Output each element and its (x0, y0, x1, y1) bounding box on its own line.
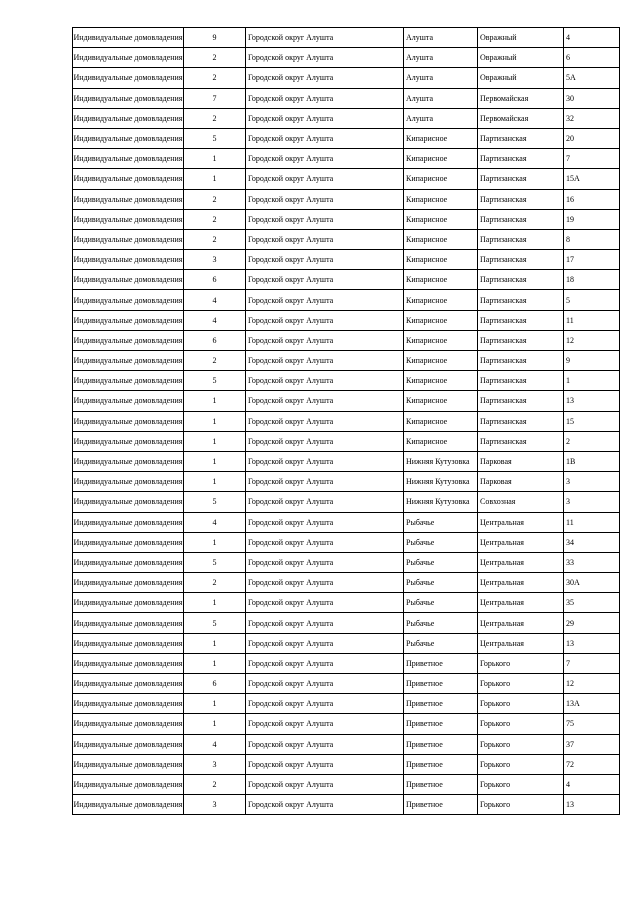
cell-house-number: 33 (564, 552, 620, 572)
cell-house-number: 29 (564, 613, 620, 633)
cell-house-number: 15А (564, 169, 620, 189)
cell-count: 1 (184, 411, 246, 431)
cell-locality: Приветное (404, 653, 478, 673)
cell-building-type: Индивидуальные домовладения (73, 512, 184, 532)
cell-district: Городской округ Алушта (246, 653, 404, 673)
cell-count: 9 (184, 28, 246, 48)
cell-count: 1 (184, 149, 246, 169)
cell-house-number: 19 (564, 209, 620, 229)
cell-building-type: Индивидуальные домовладения (73, 774, 184, 794)
cell-street: Партизанская (478, 371, 564, 391)
cell-house-number: 16 (564, 189, 620, 209)
cell-district: Городской округ Алушта (246, 351, 404, 371)
cell-district: Городской округ Алушта (246, 613, 404, 633)
cell-street: Горького (478, 795, 564, 815)
cell-locality: Кипарисное (404, 270, 478, 290)
cell-building-type: Индивидуальные домовладения (73, 694, 184, 714)
table-row (73, 512, 620, 532)
cell-street: Парковая (478, 472, 564, 492)
cell-locality: Алушта (404, 48, 478, 68)
cell-locality: Приветное (404, 714, 478, 734)
cell-street: Партизанская (478, 169, 564, 189)
cell-count: 5 (184, 371, 246, 391)
cell-count: 1 (184, 694, 246, 714)
cell-house-number: 37 (564, 734, 620, 754)
cell-district: Городской округ Алушта (246, 250, 404, 270)
cell-count: 2 (184, 351, 246, 371)
table-row (73, 714, 620, 734)
cell-locality: Кипарисное (404, 149, 478, 169)
cell-street: Партизанская (478, 229, 564, 249)
cell-district: Городской округ Алушта (246, 552, 404, 572)
table-row (73, 431, 620, 451)
cell-house-number: 12 (564, 330, 620, 350)
cell-house-number: 9 (564, 351, 620, 371)
cell-count: 1 (184, 472, 246, 492)
cell-district: Городской округ Алушта (246, 229, 404, 249)
cell-building-type: Индивидуальные домовладения (73, 734, 184, 754)
cell-house-number: 15 (564, 411, 620, 431)
cell-house-number: 17 (564, 250, 620, 270)
cell-district: Городской округ Алушта (246, 512, 404, 532)
cell-district: Городской округ Алушта (246, 290, 404, 310)
cell-locality: Алушта (404, 28, 478, 48)
cell-locality: Алушта (404, 108, 478, 128)
cell-count: 1 (184, 451, 246, 471)
table-row (73, 310, 620, 330)
cell-locality: Приветное (404, 774, 478, 794)
cell-street: Центральная (478, 593, 564, 613)
cell-district: Городской округ Алушта (246, 573, 404, 593)
cell-street: Горького (478, 774, 564, 794)
cell-building-type: Индивидуальные домовладения (73, 250, 184, 270)
cell-count: 4 (184, 512, 246, 532)
cell-district: Городской округ Алушта (246, 209, 404, 229)
cell-house-number: 7 (564, 653, 620, 673)
cell-count: 6 (184, 674, 246, 694)
table-row (73, 472, 620, 492)
cell-district: Городской округ Алушта (246, 532, 404, 552)
cell-district: Городской округ Алушта (246, 371, 404, 391)
cell-street: Первомайская (478, 108, 564, 128)
table-row (73, 250, 620, 270)
cell-count: 2 (184, 573, 246, 593)
cell-building-type: Индивидуальные домовладения (73, 149, 184, 169)
cell-house-number: 6 (564, 48, 620, 68)
cell-building-type: Индивидуальные домовладения (73, 371, 184, 391)
cell-district: Городской округ Алушта (246, 88, 404, 108)
cell-building-type: Индивидуальные домовладения (73, 209, 184, 229)
cell-district: Городской округ Алушта (246, 694, 404, 714)
cell-district: Городской округ Алушта (246, 149, 404, 169)
cell-building-type: Индивидуальные домовладения (73, 88, 184, 108)
cell-locality: Алушта (404, 68, 478, 88)
cell-building-type: Индивидуальные домовладения (73, 593, 184, 613)
cell-street: Центральная (478, 573, 564, 593)
cell-district: Городской округ Алушта (246, 633, 404, 653)
table-row (73, 653, 620, 673)
cell-locality: Кипарисное (404, 209, 478, 229)
cell-street: Партизанская (478, 189, 564, 209)
cell-building-type: Индивидуальные домовладения (73, 674, 184, 694)
cell-count: 2 (184, 189, 246, 209)
cell-locality: Приветное (404, 694, 478, 714)
cell-locality: Кипарисное (404, 391, 478, 411)
table-row (73, 451, 620, 471)
cell-district: Городской округ Алушта (246, 734, 404, 754)
cell-district: Городской округ Алушта (246, 128, 404, 148)
cell-building-type: Индивидуальные домовладения (73, 451, 184, 471)
cell-locality: Приветное (404, 754, 478, 774)
cell-count: 5 (184, 552, 246, 572)
cell-count: 1 (184, 593, 246, 613)
cell-district: Городской округ Алушта (246, 330, 404, 350)
cell-street: Горького (478, 754, 564, 774)
cell-house-number: 11 (564, 310, 620, 330)
cell-count: 3 (184, 795, 246, 815)
cell-building-type: Индивидуальные домовладения (73, 532, 184, 552)
cell-street: Первомайская (478, 88, 564, 108)
cell-locality: Кипарисное (404, 431, 478, 451)
table-row (73, 229, 620, 249)
table-row (73, 593, 620, 613)
cell-house-number: 8 (564, 229, 620, 249)
cell-street: Партизанская (478, 290, 564, 310)
cell-street: Горького (478, 734, 564, 754)
cell-locality: Кипарисное (404, 250, 478, 270)
table-row (73, 734, 620, 754)
cell-house-number: 3 (564, 472, 620, 492)
cell-count: 1 (184, 532, 246, 552)
table-row (73, 189, 620, 209)
cell-house-number: 4 (564, 774, 620, 794)
cell-count: 5 (184, 128, 246, 148)
cell-building-type: Индивидуальные домовладения (73, 290, 184, 310)
cell-count: 2 (184, 48, 246, 68)
cell-house-number: 72 (564, 754, 620, 774)
cell-building-type: Индивидуальные домовладения (73, 754, 184, 774)
table-row (73, 573, 620, 593)
table-row (73, 68, 620, 88)
cell-building-type: Индивидуальные домовладения (73, 472, 184, 492)
cell-district: Городской округ Алушта (246, 593, 404, 613)
cell-building-type: Индивидуальные домовладения (73, 128, 184, 148)
cell-street: Партизанская (478, 270, 564, 290)
cell-locality: Кипарисное (404, 351, 478, 371)
table-row (73, 694, 620, 714)
cell-street: Горького (478, 694, 564, 714)
cell-district: Городской округ Алушта (246, 431, 404, 451)
cell-locality: Рыбачье (404, 613, 478, 633)
cell-district: Городской округ Алушта (246, 270, 404, 290)
cell-count: 2 (184, 68, 246, 88)
cell-house-number: 30 (564, 88, 620, 108)
cell-count: 4 (184, 734, 246, 754)
cell-house-number: 2 (564, 431, 620, 451)
cell-street: Горького (478, 653, 564, 673)
cell-house-number: 13 (564, 795, 620, 815)
cell-building-type: Индивидуальные домовладения (73, 108, 184, 128)
cell-street: Совхозная (478, 492, 564, 512)
cell-street: Партизанская (478, 411, 564, 431)
cell-district: Городской округ Алушта (246, 169, 404, 189)
cell-locality: Приветное (404, 795, 478, 815)
table-row (73, 149, 620, 169)
cell-building-type: Индивидуальные домовладения (73, 573, 184, 593)
cell-building-type: Индивидуальные домовладения (73, 229, 184, 249)
cell-street: Центральная (478, 532, 564, 552)
cell-count: 4 (184, 290, 246, 310)
cell-count: 1 (184, 391, 246, 411)
cell-house-number: 11 (564, 512, 620, 532)
table-row (73, 532, 620, 552)
cell-locality: Приветное (404, 734, 478, 754)
cell-locality: Алушта (404, 88, 478, 108)
cell-street: Центральная (478, 552, 564, 572)
cell-street: Партизанская (478, 209, 564, 229)
cell-locality: Рыбачье (404, 593, 478, 613)
cell-locality: Кипарисное (404, 229, 478, 249)
cell-building-type: Индивидуальные домовладения (73, 613, 184, 633)
table-row (73, 371, 620, 391)
cell-locality: Рыбачье (404, 573, 478, 593)
cell-district: Городской округ Алушта (246, 189, 404, 209)
table-row (73, 774, 620, 794)
cell-district: Городской округ Алушта (246, 108, 404, 128)
cell-street: Овражный (478, 48, 564, 68)
cell-count: 1 (184, 653, 246, 673)
table-row (73, 795, 620, 815)
cell-count: 2 (184, 229, 246, 249)
table-row (73, 552, 620, 572)
cell-building-type: Индивидуальные домовладения (73, 270, 184, 290)
cell-district: Городской округ Алушта (246, 68, 404, 88)
cell-district: Городской округ Алушта (246, 472, 404, 492)
cell-district: Городской округ Алушта (246, 795, 404, 815)
cell-count: 7 (184, 88, 246, 108)
cell-district: Городской округ Алушта (246, 28, 404, 48)
table-row (73, 270, 620, 290)
cell-locality: Рыбачье (404, 633, 478, 653)
cell-house-number: 34 (564, 532, 620, 552)
cell-locality: Рыбачье (404, 512, 478, 532)
cell-locality: Приветное (404, 674, 478, 694)
table-row (73, 633, 620, 653)
cell-building-type: Индивидуальные домовладения (73, 28, 184, 48)
cell-count: 1 (184, 714, 246, 734)
cell-locality: Рыбачье (404, 532, 478, 552)
cell-street: Партизанская (478, 128, 564, 148)
cell-locality: Кипарисное (404, 128, 478, 148)
cell-house-number: 20 (564, 128, 620, 148)
table-row (73, 169, 620, 189)
cell-building-type: Индивидуальные домовладения (73, 795, 184, 815)
cell-street: Партизанская (478, 431, 564, 451)
cell-house-number: 35 (564, 593, 620, 613)
cell-district: Городской округ Алушта (246, 492, 404, 512)
cell-count: 4 (184, 310, 246, 330)
cell-street: Горького (478, 714, 564, 734)
table-row (73, 48, 620, 68)
cell-building-type: Индивидуальные домовладения (73, 492, 184, 512)
cell-count: 5 (184, 613, 246, 633)
cell-count: 1 (184, 431, 246, 451)
cell-street: Центральная (478, 633, 564, 653)
cell-locality: Рыбачье (404, 552, 478, 572)
table-row (73, 674, 620, 694)
cell-building-type: Индивидуальные домовладения (73, 653, 184, 673)
cell-count: 6 (184, 270, 246, 290)
cell-count: 1 (184, 169, 246, 189)
cell-street: Парковая (478, 451, 564, 471)
housing-table (72, 27, 620, 815)
cell-house-number: 75 (564, 714, 620, 734)
cell-district: Городской округ Алушта (246, 411, 404, 431)
cell-building-type: Индивидуальные домовладения (73, 714, 184, 734)
cell-house-number: 30А (564, 573, 620, 593)
cell-count: 6 (184, 330, 246, 350)
cell-street: Партизанская (478, 351, 564, 371)
cell-building-type: Индивидуальные домовладения (73, 330, 184, 350)
cell-street: Партизанская (478, 250, 564, 270)
cell-house-number: 13 (564, 391, 620, 411)
cell-count: 3 (184, 250, 246, 270)
table-row (73, 411, 620, 431)
cell-count: 2 (184, 108, 246, 128)
cell-locality: Кипарисное (404, 169, 478, 189)
cell-street: Центральная (478, 613, 564, 633)
cell-locality: Кипарисное (404, 411, 478, 431)
cell-count: 2 (184, 209, 246, 229)
cell-house-number: 5А (564, 68, 620, 88)
cell-locality: Нижняя Кутузовка (404, 492, 478, 512)
cell-district: Городской округ Алушта (246, 451, 404, 471)
table-row (73, 88, 620, 108)
cell-street: Овражный (478, 68, 564, 88)
table-row (73, 391, 620, 411)
cell-district: Городской округ Алушта (246, 310, 404, 330)
cell-street: Партизанская (478, 330, 564, 350)
cell-house-number: 18 (564, 270, 620, 290)
table-row (73, 330, 620, 350)
cell-street: Партизанская (478, 149, 564, 169)
cell-house-number: 7 (564, 149, 620, 169)
cell-locality: Кипарисное (404, 371, 478, 391)
cell-house-number: 32 (564, 108, 620, 128)
table-row (73, 754, 620, 774)
cell-district: Городской округ Алушта (246, 674, 404, 694)
cell-district: Городской округ Алушта (246, 714, 404, 734)
cell-locality: Кипарисное (404, 189, 478, 209)
cell-house-number: 1 (564, 371, 620, 391)
cell-count: 3 (184, 754, 246, 774)
table-row (73, 28, 620, 48)
cell-count: 1 (184, 633, 246, 653)
cell-locality: Кипарисное (404, 290, 478, 310)
table-row (73, 492, 620, 512)
cell-house-number: 1В (564, 451, 620, 471)
cell-locality: Нижняя Кутузовка (404, 472, 478, 492)
cell-street: Горького (478, 674, 564, 694)
cell-district: Городской округ Алушта (246, 48, 404, 68)
cell-building-type: Индивидуальные домовладения (73, 48, 184, 68)
cell-house-number: 3 (564, 492, 620, 512)
cell-street: Партизанская (478, 310, 564, 330)
table-body (73, 28, 620, 815)
table-row (73, 613, 620, 633)
cell-house-number: 12 (564, 674, 620, 694)
cell-building-type: Индивидуальные домовладения (73, 351, 184, 371)
cell-building-type: Индивидуальные домовладения (73, 310, 184, 330)
cell-street: Партизанская (478, 391, 564, 411)
cell-locality: Нижняя Кутузовка (404, 451, 478, 471)
cell-building-type: Индивидуальные домовладения (73, 431, 184, 451)
cell-street: Центральная (478, 512, 564, 532)
cell-house-number: 4 (564, 28, 620, 48)
cell-district: Городской округ Алушта (246, 754, 404, 774)
table-row (73, 290, 620, 310)
cell-building-type: Индивидуальные домовладения (73, 633, 184, 653)
cell-building-type: Индивидуальные домовладения (73, 189, 184, 209)
cell-street: Овражный (478, 28, 564, 48)
table-row (73, 209, 620, 229)
cell-building-type: Индивидуальные домовладения (73, 169, 184, 189)
cell-building-type: Индивидуальные домовладения (73, 391, 184, 411)
cell-count: 2 (184, 774, 246, 794)
cell-building-type: Индивидуальные домовладения (73, 552, 184, 572)
table-row (73, 128, 620, 148)
cell-house-number: 13А (564, 694, 620, 714)
cell-building-type: Индивидуальные домовладения (73, 411, 184, 431)
cell-count: 5 (184, 492, 246, 512)
cell-district: Городской округ Алушта (246, 774, 404, 794)
table-row (73, 351, 620, 371)
cell-house-number: 13 (564, 633, 620, 653)
cell-district: Городской округ Алушта (246, 391, 404, 411)
cell-house-number: 5 (564, 290, 620, 310)
cell-building-type: Индивидуальные домовладения (73, 68, 184, 88)
table-row (73, 108, 620, 128)
cell-locality: Кипарисное (404, 310, 478, 330)
cell-locality: Кипарисное (404, 330, 478, 350)
